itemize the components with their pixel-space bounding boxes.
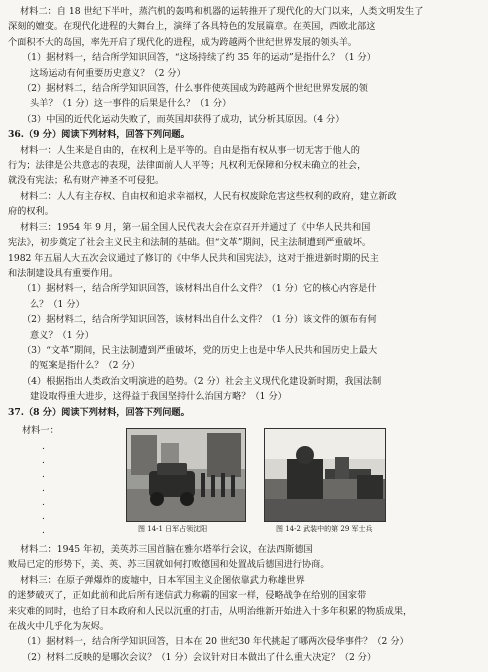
text-line: 意义？（1 分）	[30, 329, 94, 341]
text-block-bottom	[8, 542, 480, 665]
photo-japanese-army-shenyang	[126, 428, 246, 522]
text-line: 和法制建设具有重要作用。	[8, 267, 119, 279]
dot-mark: .	[42, 524, 45, 536]
dot-mark: .	[42, 454, 45, 466]
text-line: 36.（9 分）阅读下列材料，回答下列问题。	[8, 129, 190, 141]
dot-mark: .	[42, 440, 45, 452]
text-line: 府的权利。	[8, 206, 54, 218]
text-line: 败局已定的形势下，美、英、苏三国就如何打败德国和处置战后德国进行协商。	[8, 559, 330, 571]
text-line: 材料二：人人有主存权、自由权和追求幸福权，人民有权废除危害这些权利的政府，建立新政	[20, 190, 397, 202]
text-line: 头羊？（1 分）这一事件的后果是什么？（1 分）	[30, 98, 232, 110]
photo-29th-army-soldiers	[264, 428, 386, 522]
text-line: 材料二：自 18 世纪下半叶，蒸汽机的轰鸣和机器的运转推开了现代化的大门以来，人类文明发生了	[20, 6, 424, 17]
text-line: 就没有宪法；私有财产神圣不可侵犯。	[8, 175, 165, 187]
text-line: （1）据材料一，结合所学知识回答，日本在 20 世纪30 年代挑起了哪两次侵华事件？（2 分）	[22, 636, 409, 648]
dot-column	[42, 440, 45, 538]
text-line: 么？（1 分）	[30, 298, 85, 310]
text-line: （4）根据指出人类政治文明演进的趋势。（2 分）社会主义现代化建设新时期，我国法制	[22, 375, 382, 387]
text-line: 材料一：人生来是自由的，在权利上是平等的。自由是指有权从事一切无害于他人的	[20, 144, 360, 156]
text-line: 的冤案是指什么？（2 分）	[30, 360, 140, 372]
material-label: 材料一：	[22, 424, 59, 436]
dot-mark: .	[42, 510, 45, 522]
text-line: 这场运动有何重要历史意义？（2 分）	[30, 67, 186, 79]
text-line: 在战火中几乎化为灰烬。	[8, 621, 110, 632]
text-line: （3）“文革”期间，民主法制遭到严重破坏，党的历史上也是中华人民共和国历史上最大	[22, 344, 378, 356]
text-line: 来灾难的同时，也给了日本政府和人民以沉重的打击，从明治维新开始进入十多年积累的物质成果，	[8, 605, 413, 617]
text-line: （2）材料二反映的是哪次会议？（1 分）会议针对日本做出了什么重大决定？（2 分）	[22, 651, 377, 663]
text-line: （1）据材料一，结合所学知识回答，“这场持续了约 35 年的运动”是指什么？（1 分）	[22, 52, 376, 64]
text-line: （2）据材料二，结合所学知识回答，什么事件使英国成为跨越两个世纪世界发展的领	[22, 83, 368, 95]
photo-caption-right: 图 14-2 武装中的第 29 军士兵	[276, 524, 373, 533]
text-line: （1）据材料一，结合所学知识回答，该材料出自什么文件？（1 分）它的核心内容是什	[22, 283, 377, 295]
text-line: 行为；法律是公共意志的表现，法律面前人人平等；凡权利无保障和分权未确立的社会，	[8, 160, 367, 172]
dot-mark: .	[42, 482, 45, 494]
text-line: 宪法》，初步奠定了社会主义民主和法制的基础。但“文革”期间，民主法制遭到严重破坏。	[8, 237, 372, 249]
text-line: 材料二：1945 年初，美英苏三国首脑在雅尔塔举行会议，在法西斯德国	[20, 543, 313, 555]
dot-mark: .	[42, 468, 45, 480]
text-line: 材料三：在原子弹爆炸的废墟中，日本军国主义企图依靠武力称雄世界	[20, 574, 305, 586]
photo-caption-left: 图 14-1 日军占领沈阳	[138, 524, 208, 533]
text-line: 深刻的嬗变。在现代化进程的大舞台上，演绎了各具特色的发展篇章。在英国，西欧北部这	[8, 21, 376, 33]
text-line: 材料三：1954 年 9 月，第一届全国人民代表大会在京召开并通过了《中华人民共和国	[20, 221, 371, 233]
text-line: 建设取得重大进步，这得益于我国坚持什么治国方略？（1 分）	[30, 391, 287, 403]
text-line: （2）据材料二，结合所学知识回答，该材料出自什么文件？（1 分）该文件的颁布有何	[22, 314, 377, 326]
text-line: （3）中国的近代化运动失败了，而英国却获得了成功，试分析其原因。（4 分）	[22, 113, 345, 125]
photo-section	[8, 422, 480, 542]
text-line: 的迷梦破灭了，正如此前和此后所有迷信武力称霸的国家一样，侵略战争在给别的国家带	[8, 590, 367, 602]
text-line: 个面积不大的岛国，率先开启了现代化的进程，成为跨越两个世纪世界发展的领头羊。	[8, 36, 358, 48]
text-line: 1982 年五届人大五次会议通过了修订的《中华人民共和国宪法》，这对于推进新时期的民主	[8, 252, 379, 264]
text-line: 37.（8 分）阅读下列材料，回答下列问题。	[8, 406, 190, 418]
exam-page	[8, 0, 480, 665]
dot-mark: .	[42, 496, 45, 508]
text-block-top	[8, 4, 480, 420]
